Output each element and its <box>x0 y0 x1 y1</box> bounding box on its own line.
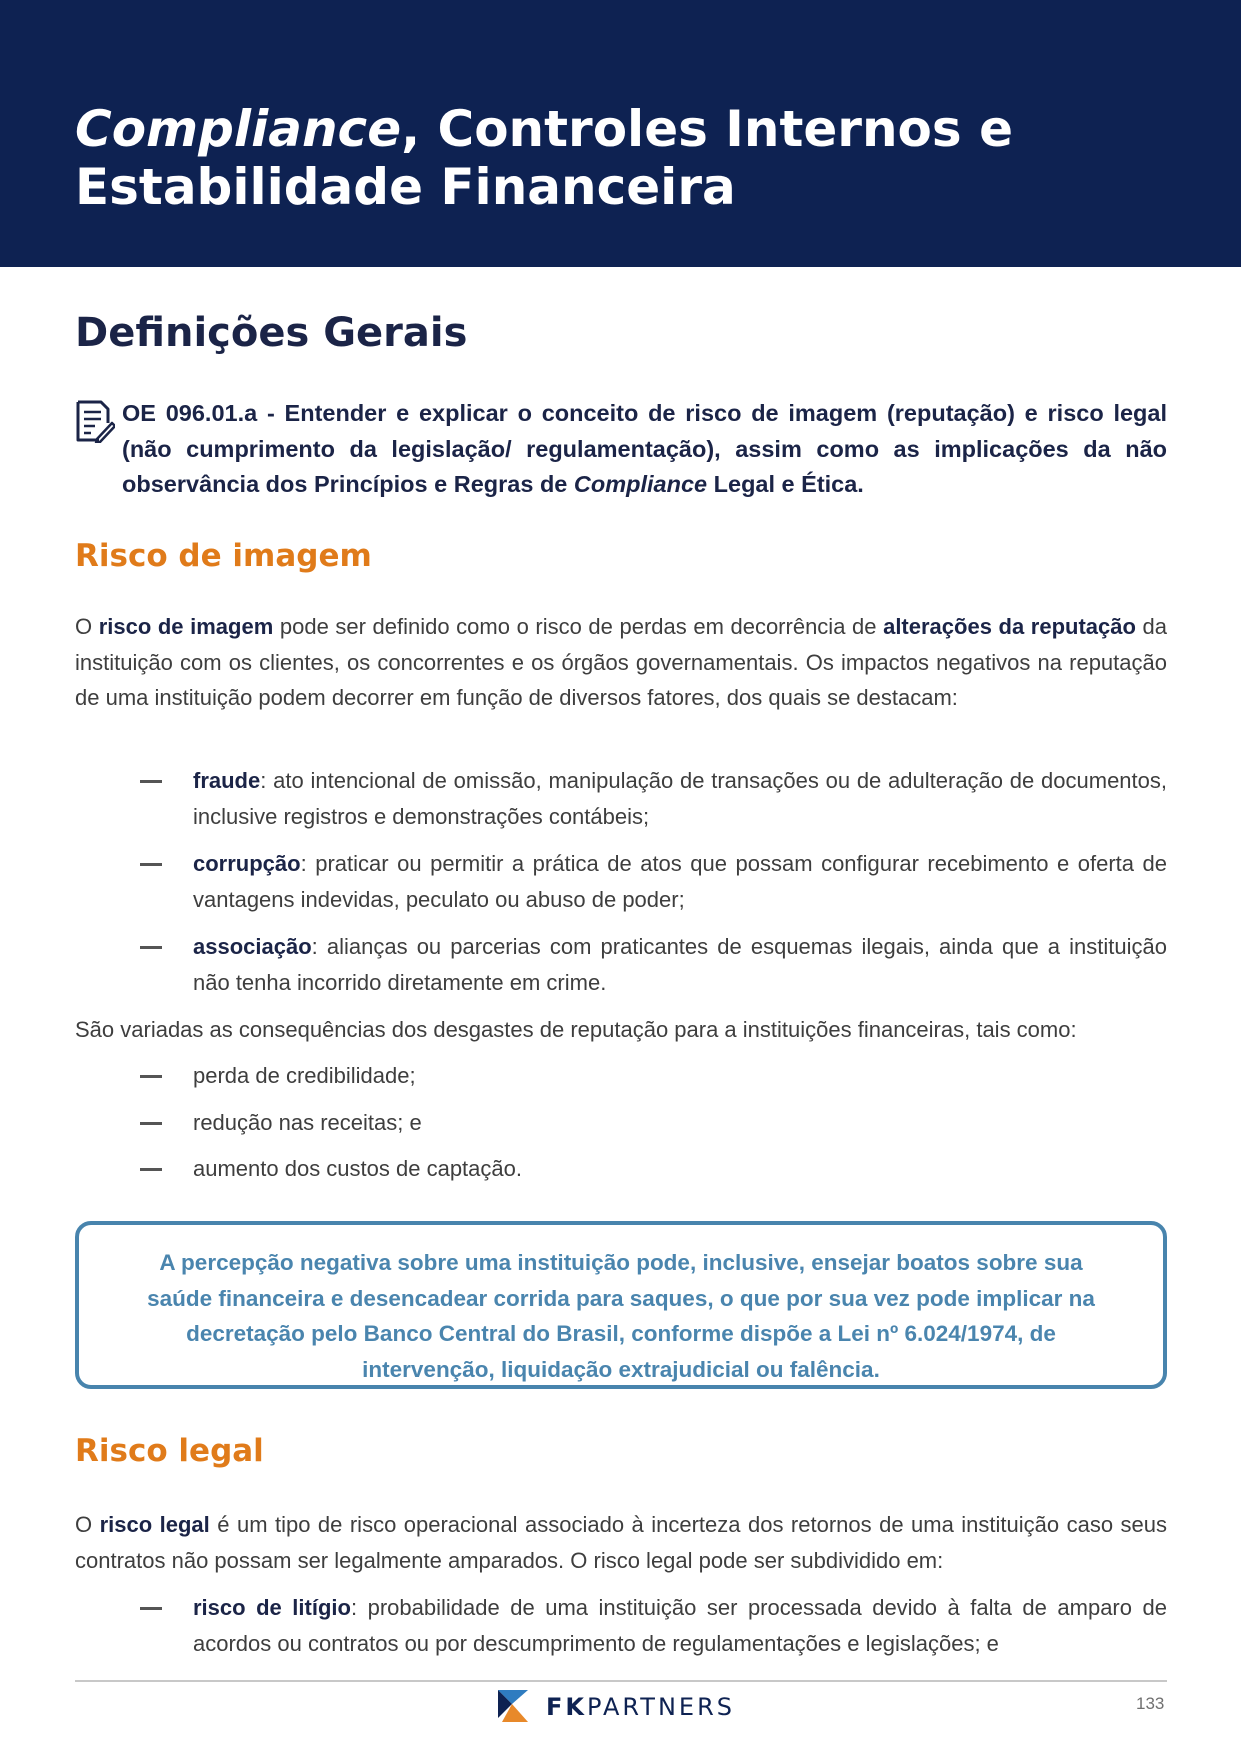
dash-bullet <box>140 1607 162 1610</box>
chapter-title-line1: , Controles Internos e <box>401 100 1013 158</box>
section-title: Definições Gerais <box>75 310 468 356</box>
risco-imagem-title: Risco de imagem <box>75 538 372 574</box>
list-item: perda de credibilidade; <box>75 1058 1167 1094</box>
consequences-list <box>75 1058 1167 1198</box>
chapter-title-italic: Compliance <box>75 100 402 158</box>
dash-bullet <box>140 1122 162 1125</box>
list-item: associação: alianças ou parcerias com praticantes de esquemas ilegais, ainda que a instituição não tenha incorrido diretamente em crime. <box>75 929 1167 1000</box>
page-number: 133 <box>1136 1694 1165 1713</box>
list-item: aumento dos custos de captação. <box>75 1151 1167 1187</box>
dash-bullet <box>140 1168 162 1171</box>
list-item: corrupção: praticar ou permitir a prática de atos que possam configurar recebimento e oferta de vantagens indevidas, peculato ou abuso de poder; <box>75 846 1167 917</box>
footer-divider <box>75 1680 1167 1682</box>
fk-logo-mark-icon <box>498 1690 528 1722</box>
learning-objective <box>75 396 1167 503</box>
consequences-intro: São variadas as consequências dos desgastes de reputação para a instituições financeiras, tais como: <box>75 1017 1077 1042</box>
objective-text: OE 096.01.a - Entender e explicar o conceito de risco de imagem (reputação) e risco legal (não cumprimento da legislação/ regulamentação), assim como as implicações da não observância dos Princípios e Regras de Compliance Legal e Ética. <box>122 400 1167 497</box>
dash-bullet <box>140 780 162 783</box>
chapter-title <box>75 100 1013 216</box>
list-item: redução nas receitas; e <box>75 1105 1167 1141</box>
document-pen-icon <box>75 399 115 443</box>
risco-legal-list <box>75 1590 1167 1673</box>
list-item: risco de litígio: probabilidade de uma instituição ser processada devido à falta de amparo de acordos ou contratos ou por descumprimento de regulamentações e legislações; e <box>75 1590 1167 1661</box>
callout-box <box>75 1221 1167 1389</box>
callout-text: A percepção negativa sobre uma instituição pode, inclusive, ensejar boatos sobre sua saúde financeira e desencadear corrida para saques, o que por sua vez pode implicar na decretação pelo Banco Central do Brasil, conforme dispõe a Lei nº 6.024/1974, de intervenção, liquidação extrajudicial ou falência. <box>147 1250 1095 1382</box>
dash-bullet <box>140 1075 162 1078</box>
dash-bullet <box>140 863 162 866</box>
risco-legal-title: Risco legal <box>75 1433 264 1469</box>
list-item: fraude: ato intencional de omissão, manipulação de transações ou de adulteração de documentos, inclusive registros e demonstrações contábeis; <box>75 763 1167 834</box>
logo-wordmark: FKPARTNERS <box>546 1693 735 1721</box>
risco-legal-intro: O risco legal é um tipo de risco operacional associado à incerteza dos retornos de uma instituição caso seus contratos não possam ser legalmente amparados. O risco legal pode ser subdividido em: <box>75 1512 1167 1573</box>
page-header <box>0 0 1241 267</box>
fk-partners-logo <box>498 1690 758 1726</box>
factors-list <box>75 763 1167 1012</box>
risco-imagem-intro: O risco de imagem pode ser definido como o risco de perdas em decorrência de alterações da reputação da instituição com os clientes, os concorrentes e os órgãos governamentais. Os impactos negativos na reputação de uma instituição podem decorrer em função de diversos fatores, dos quais se destacam: <box>75 614 1167 710</box>
dash-bullet <box>140 946 162 949</box>
chapter-title-line2: Estabilidade Financeira <box>75 158 736 216</box>
